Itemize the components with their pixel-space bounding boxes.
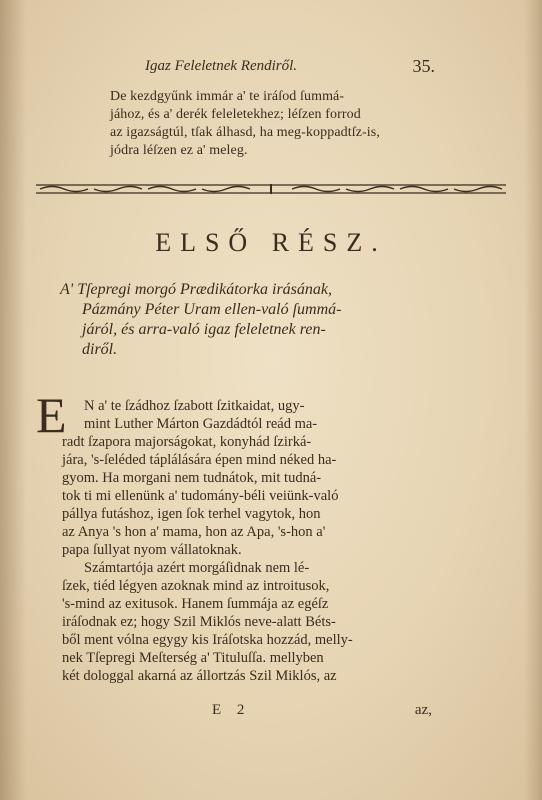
intro-line: jódra léſzen ez a' meleg. xyxy=(110,143,248,158)
catchword: az, xyxy=(414,702,432,718)
body-line: radt ſzapora majorságokat, konyhád ſzirká- xyxy=(62,434,312,450)
body-line: két dologgal akarná az állortzás Szil Miklós, az xyxy=(62,668,337,684)
body-line: iráſodnak ez; hogy Szil Miklós neve-alatt Béts- xyxy=(62,614,336,630)
body-line: Számtartója azért morgáſidnak nem lé- xyxy=(84,560,310,576)
body-line: pállya futáshoz, igen ſok terhel vagytok, hon xyxy=(62,506,321,522)
page-number: 35. xyxy=(412,56,435,76)
section-subtitle-line: Pázmány Péter Uram ellen-való ſummá- xyxy=(82,301,342,318)
section-subtitle-line: A' Tſepregi morgó Prædikátorka irásának, xyxy=(60,281,332,298)
body-line: N a' te ſzádhoz ſzabott ſzitkaidat, ugy- xyxy=(84,398,305,414)
body-line: jára, 's-ſeléded táplálására épen mind néked ha- xyxy=(62,452,337,468)
section-subtitle-line: diről. xyxy=(82,341,118,358)
body-line: az Anya 's hon a' mama, hon az Apa, 's-hon a' xyxy=(62,524,326,540)
body-line: papa ſullyat nyom vállatoknak. xyxy=(62,542,242,558)
body-line: gyom. Ha morgani nem tudnátok, mit tudná- xyxy=(62,470,322,486)
body-line: 's-mind az exitusok. Hanem ſummája az egéſz xyxy=(62,596,329,612)
page-footer xyxy=(62,702,432,722)
intro-line: jához, és a' derék feleletekhez; léſzen forrod xyxy=(110,107,361,122)
intro-line: az igazságtúl, tſak álhasd, ha meg-koppadtſz-is, xyxy=(110,125,380,140)
body-line: ſzek, tiéd légyen azoknak mind az introitusok, xyxy=(62,578,330,594)
section-title: ELSŐ RÉSZ. xyxy=(155,228,387,257)
section-subtitle-line: járól, és arra-való igaz feleletnek ren- xyxy=(82,321,326,338)
ornamental-divider xyxy=(36,183,506,195)
drop-cap: E xyxy=(36,387,67,443)
intro-line: De kezdgyűnk immár a' te iráſod ſummá- xyxy=(110,89,345,104)
running-title: Igaz Feleletnek Rendiről. xyxy=(145,58,298,74)
running-header xyxy=(145,56,435,80)
body-line: nek Tſepregi Meſterség a' Tituluſſa. mellyben xyxy=(62,650,324,666)
body-line: tok ti mi ellenünk a' tudomány-béli veiünk-való xyxy=(62,488,339,504)
body-line: mint Luther Márton Gazdádtól reád ma- xyxy=(84,416,318,432)
body-line: ből ment vólna egygy kis Iráſotska hozzád, melly- xyxy=(62,632,353,648)
signature-mark: E 2 xyxy=(212,702,251,718)
